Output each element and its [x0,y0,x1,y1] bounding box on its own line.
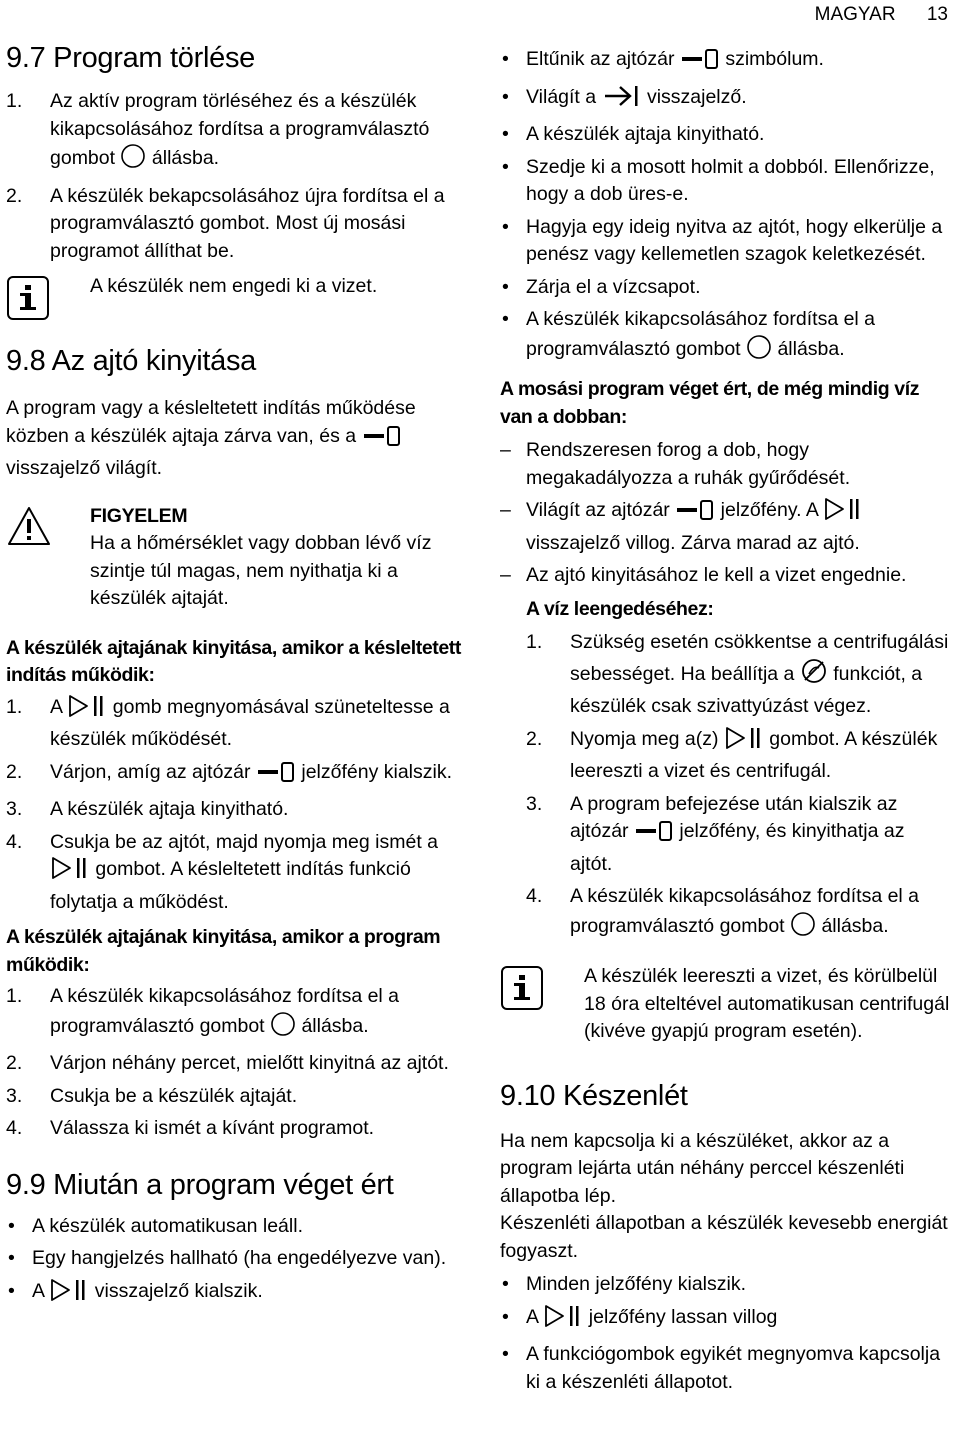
circle-off-icon [746,334,772,369]
list-item: 1. A készülék kikapcsolásához fordítsa el a programválasztó gombot állásba. [6,983,462,1045]
list-item: – Rendszeresen forog a dob, hogy megakadályozza a ruhák gyűrődését. [500,437,952,492]
arrow-right-icon [602,84,642,117]
list-item: • Szedje ki a mosott holmit a dobból. Ellenőrizze, hogy a dob üres-e. [500,154,952,209]
start-pause-icon [543,1304,583,1337]
standby-list [500,1271,952,1396]
right-column [500,46,952,1401]
list-item: • Egy hangjelzés hallható (ha engedélyezve van). [6,1245,462,1273]
warning-icon [6,505,52,552]
start-pause-icon [50,856,90,889]
list-item: 4. Csukja be az ajtót, majd nyomja meg ismét a gombot. A késleltetett indítás funkció folytatja a működést. [6,830,439,913]
list-item: 3. Csukja be a készülék ajtaját. [6,1084,298,1107]
list-item: 1. Az aktív program törléséhez és a készülék kikapcsolásához fordítsa a programválasztó gombot állásba. [6,88,462,178]
list-item: • Minden jelzőfény kialszik. [500,1271,952,1299]
start-pause-icon [724,726,764,759]
info-icon [500,965,544,1016]
section-title-9-10: 9.10 Készenlét [500,1079,688,1112]
language-label: MAGYAR [814,4,896,25]
list-item: • A visszajelző kialszik. [6,1278,462,1311]
circle-off-icon [790,911,816,946]
list-item: – Az ajtó kinyitásához le kell a vizet engednie. [500,562,952,590]
list-item: 2. A készülék bekapcsolásához újra fordítsa el a programválasztó gombot. Most új mosási programot állíthat be. [6,184,445,262]
start-pause-icon [67,694,107,727]
start-pause-icon [823,497,863,530]
paragraph: Ha nem kapcsolja ki a készüléket, akkor az a program lejárta után néhány perccel készenléti állapotba lép. [500,1129,905,1207]
door-lock-icon [256,761,296,792]
list-item: • Eltűnik az ajtózár szimbólum. [500,46,952,79]
list-item: 1. Szükség esetén csökkentse a centrifugálási sebességet. Ha beállítja a funkciót, a készülék csak szivattyúzást végez. [526,631,949,717]
drain-steps [526,629,952,945]
section-title-9-7: 9.7 Program törlése [6,42,255,74]
cancel-steps [6,88,462,265]
list-item: 2. Nyomja meg a(z) gombot. A készülék leereszti a vizet és centrifugál. [526,727,938,782]
circle-off-icon [270,1011,296,1046]
program-end-list [6,1213,462,1311]
page-number: 13 [926,4,948,25]
paragraph: A program vagy a késleltetett indítás működése közben a készülék ajtaja zárva van, és a visszajelző világít. [6,397,416,479]
circle-off-icon [120,143,146,178]
open-door-delay-steps [6,694,462,917]
list-item: • A készülék automatikusan leáll. [6,1213,462,1241]
subheading: A készülék ajtajának kinyitása, amikor a program működik: [6,926,441,976]
list-item: 2. Várjon, amíg az ajtózár jelzőfény kialszik. [6,759,462,792]
list-item: 3. A készülék ajtaja kinyitható. [6,798,289,820]
list-item: 3. A program befejezése után kialszik az ajtózár jelzőfény, és kinyithatja az ajtót. [526,792,905,875]
page-header [815,4,948,26]
section-title-9-8: 9.8 Az ajtó kinyitása [6,345,257,377]
door-lock-icon [680,48,720,79]
list-item: 4. A készülék kikapcsolásához fordítsa el a programválasztó gombot állásba. [526,883,952,945]
subheading: A mosási program véget ért, de még mindig víz van a dobban: [500,378,920,428]
start-pause-icon [49,1278,89,1311]
list-item: • Hagyja egy ideig nyitva az ajtót, hogy elkerülje a penész vagy kellemetlen szagok keletkezését. [500,214,952,269]
door-lock-icon [362,425,402,456]
no-spin-icon [800,657,828,694]
subheading: A víz leengedéséhez: [526,597,714,620]
list-item: • A jelzőfény lassan villog [500,1304,952,1337]
list-item: 2. Várjon néhány percet, mielőtt kinyitná az ajtót. [6,1052,449,1074]
list-item: • A készülék ajtaja kinyitható. [500,121,952,149]
list-item: • A készülék kikapcsolásához fordítsa el a programválasztó gombot állásba. [500,306,952,368]
info-note: A készülék leereszti a vizet, és körülbelül 18 óra elteltével automatikusan centrifugál (kivéve gyapjú program esetén). [500,963,952,1046]
list-item: • Zárja el a vízcsapot. [500,274,952,302]
list-item: • Világít a visszajelző. [500,84,952,117]
water-in-drum-list [500,437,952,590]
section-title-9-9: 9.9 Miután a program véget ért [6,1168,394,1201]
list-item: 4. Válassza ki ismét a kívánt programot. [6,1117,375,1139]
list-item: 1. A gomb megnyomásával szüneteltesse a készülék működését. [6,695,450,750]
door-lock-icon [634,820,674,851]
list-item: – Világít az ajtózár jelzőfény. A visszajelző villog. Zárva marad az ajtó. [500,497,952,557]
left-column [6,38,462,1315]
info-note: A készülék nem engedi ki a vizet. [6,273,462,319]
info-icon [6,275,50,326]
door-lock-icon [675,499,715,530]
paragraph: Készenléti állapotban a készülék kevesebb energiát fogyaszt. [500,1212,948,1262]
warning-note [6,503,462,613]
program-end-list-cont [500,46,952,368]
list-item: • A funkciógombok egyikét megnyomva kapcsolja ki a készenléti állapotot. [500,1341,952,1396]
open-door-running-steps [6,983,462,1143]
drain-block [500,596,952,946]
subheading: A készülék ajtajának kinyitása, amikor a késleltetett indítás működik: [6,636,461,686]
warning-text: Ha a hőmérséklet vagy dobban lévő víz szintje túl magas, nem nyithatja ki a készülék ajtaját. [90,532,432,609]
warning-title: FIGYELEM [90,504,188,527]
